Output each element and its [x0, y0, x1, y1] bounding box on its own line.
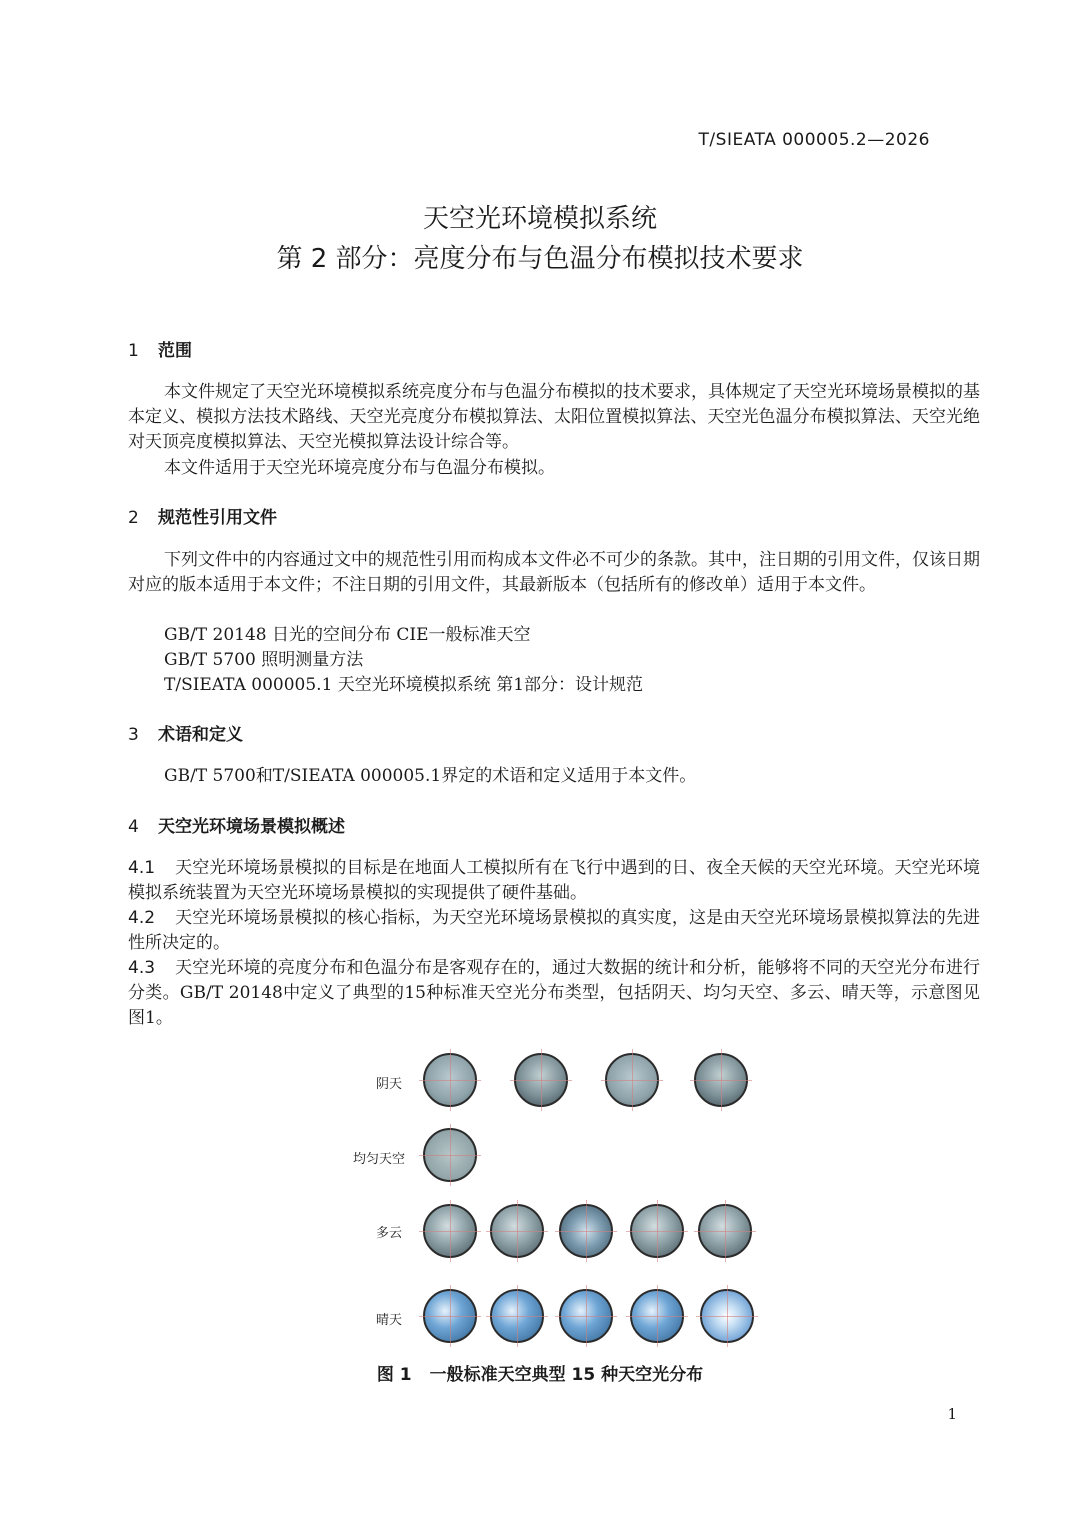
section-number: 2: [128, 508, 139, 528]
sky-dome-image: [559, 1204, 613, 1258]
sky-dome-image: [490, 1204, 544, 1258]
clause-text: 天空光环境的亮度分布和色温分布是客观存在的，通过大数据的统计和分析，能够将不同的天空光分布进行分类。GB/T 20148中定义了典型的15种标准天空光分布类型，包括阴天、均匀天空、多云、晴天等，示意图见图1。: [128, 958, 980, 1028]
figure-caption-text: 一般标准天空典型 15 种天空光分布: [429, 1365, 704, 1385]
sky-dome-image: [630, 1289, 684, 1343]
title-line-2: 第 2 部分：亮度分布与色温分布模拟技术要求: [276, 244, 804, 274]
clause-number: 4.3: [128, 958, 156, 978]
sky-dome-image: [490, 1289, 544, 1343]
page-number: 1: [947, 1405, 957, 1423]
section-3-heading: [128, 720, 243, 745]
sky-dome-image: [605, 1053, 659, 1107]
sky-dome-image: [423, 1289, 477, 1343]
sky-dome-image: [700, 1289, 754, 1343]
sky-dome-image: [698, 1204, 752, 1258]
section-number: 4: [128, 817, 139, 837]
clause-4-1: [128, 856, 980, 906]
title-line-1: 天空光环境模拟系统: [422, 204, 657, 234]
figure-row-label-overcast: 阴天: [375, 1077, 402, 1092]
sky-dome-image: [514, 1053, 568, 1107]
sky-dome-image: [694, 1053, 748, 1107]
figure-row-label-clear: 晴天: [375, 1313, 402, 1328]
sky-dome-image: [423, 1128, 477, 1182]
section-title: 术语和定义: [158, 725, 243, 745]
section-2-paragraph-1: 下列文件中的内容通过文中的规范性引用而构成本文件必不可少的条款。其中，注日期的引用文件，仅该日期对应的版本适用于本文件；不注日期的引用文件，其最新版本（包括所有的修改单）适用于本文件。: [128, 550, 980, 595]
reference-3: T/SIEATA 000005.1 天空光环境模拟系统 第1部分：设计规范: [164, 675, 644, 695]
clause-number: 4.2: [128, 908, 156, 928]
sky-dome-image: [559, 1289, 613, 1343]
section-number: 3: [128, 725, 139, 745]
sky-dome-image: [423, 1053, 477, 1107]
sky-dome-image: [630, 1204, 684, 1258]
section-2-heading: [128, 503, 277, 528]
section-1-paragraph-2: 本文件适用于天空光环境亮度分布与色温分布模拟。: [164, 458, 555, 478]
doc-code: T/SIEATA 000005.2—2026: [698, 130, 930, 150]
figure-caption-label: 图 1: [376, 1365, 412, 1385]
section-title: 范围: [158, 341, 192, 361]
section-number: 1: [128, 341, 139, 361]
reference-1: GB/T 20148 日光的空间分布 CIE一般标准天空: [164, 625, 531, 645]
section-3-paragraph-1: GB/T 5700和T/SIEATA 000005.1界定的术语和定义适用于本文件。: [164, 766, 697, 786]
clause-text: 天空光环境场景模拟的核心指标，为天空光环境场景模拟的真实度，这是由天空光环境场景模拟算法的先进性所决定的。: [128, 908, 980, 953]
reference-2: GB/T 5700 照明测量方法: [164, 650, 364, 670]
section-1-heading: [128, 336, 192, 361]
section-title: 天空光环境场景模拟概述: [158, 817, 345, 837]
clause-text: 天空光环境场景模拟的目标是在地面人工模拟所有在飞行中遇到的日、夜全天候的天空光环境。天空光环境模拟系统装置为天空光环境场景模拟的实现提供了硬件基础。: [128, 858, 980, 903]
sky-dome-image: [423, 1204, 477, 1258]
section-title: 规范性引用文件: [158, 508, 277, 528]
figure-row-label-cloudy: 多云: [375, 1226, 402, 1241]
section-1-paragraph-1: 本文件规定了天空光环境模拟系统亮度分布与色温分布模拟的技术要求，具体规定了天空光环境场景模拟的基本定义、模拟方法技术路线、天空光亮度分布模拟算法、太阳位置模拟算法、天空光色温分布模拟算法、天空光绝对天顶亮度模拟算法、天空光模拟算法设计综合等。: [128, 382, 980, 452]
section-4-heading: [128, 812, 345, 837]
clause-number: 4.1: [128, 858, 156, 878]
figure-caption: [0, 1360, 1080, 1385]
clause-4-3: [128, 956, 980, 1031]
figure-row-label-uniform: 均匀天空: [352, 1152, 405, 1167]
clause-4-2: [128, 906, 980, 956]
